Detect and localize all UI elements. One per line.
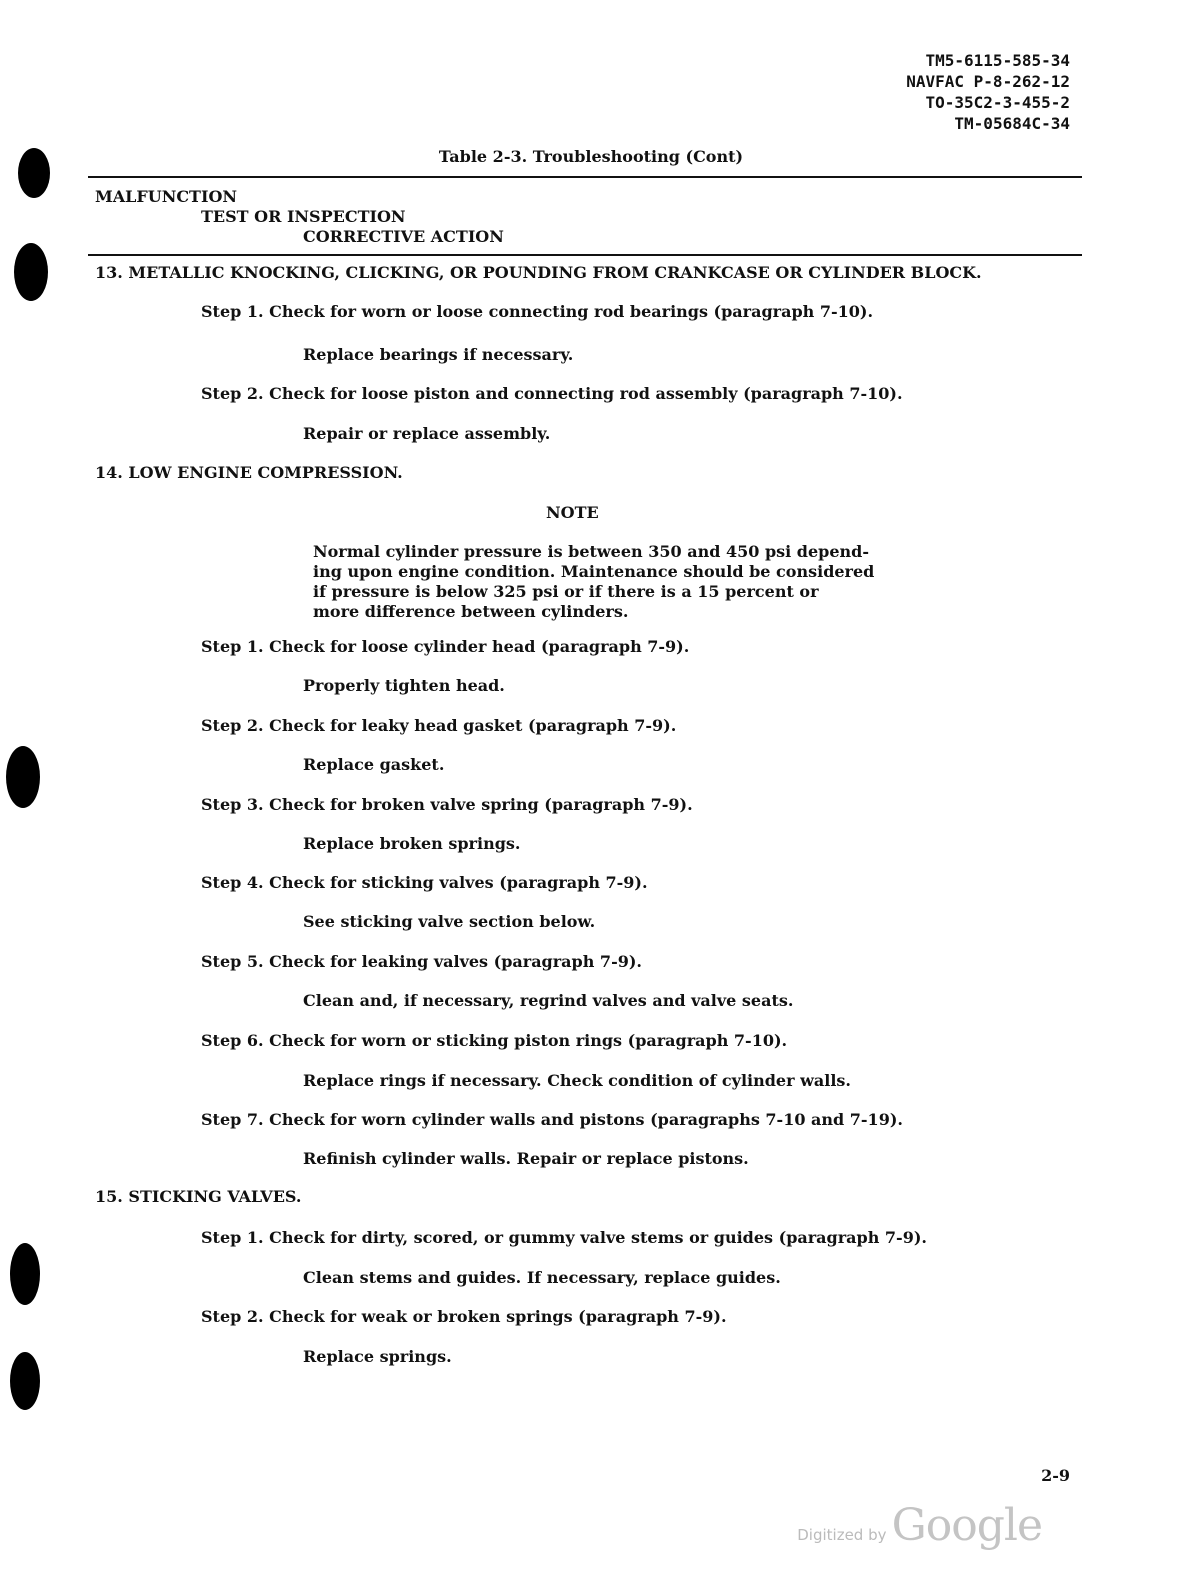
digitized-watermark [797,1500,1042,1551]
note-line: if pressure is below 325 psi or if there is a 15 percent or [313,582,819,601]
test-step: Step 2. Check for weak or broken springs (paragraph 7-9). [201,1307,727,1326]
watermark-prefix: Digitized by [797,1526,887,1544]
test-step: Step 2. Check for leaky head gasket (paragraph 7-9). [201,716,677,735]
doc-code: TO-35C2-3-455-2 [925,93,1070,112]
test-step: Step 5. Check for leaking valves (paragraph 7-9). [201,952,642,971]
test-step: Step 6. Check for worn or sticking piston rings (paragraph 7-10). [201,1031,788,1050]
table-title: Table 2-3. Troubleshooting (Cont) [438,147,744,166]
note-label: NOTE [546,503,599,522]
test-step: Step 4. Check for sticking valves (paragraph 7-9). [201,873,648,892]
note-body [313,542,874,622]
binder-hole [14,243,48,301]
test-step: Step 1. Check for dirty, scored, or gummy valve stems or guides (paragraph 7-9). [201,1228,927,1247]
corrective-action: Replace gasket. [303,755,445,774]
corrective-action: Replace broken springs. [303,834,521,853]
corrective-action: Replace springs. [303,1347,452,1366]
corrective-action: Clean stems and guides. If necessary, replace guides. [303,1268,781,1287]
malfunction-title: 15. STICKING VALVES. [95,1187,302,1206]
note-line: ing upon engine condition. Maintenance should be considered [313,562,875,581]
malfunction-title: 13. METALLIC KNOCKING, CLICKING, OR POUNDING FROM CRANKCASE OR CYLINDER BLOCK. [95,263,982,282]
doc-code: TM5-6115-585-34 [925,51,1070,70]
corrective-action: See sticking valve section below. [303,912,596,931]
column-heading-malfunction: MALFUNCTION [95,187,237,206]
corrective-action: Refinish cylinder walls. Repair or replace pistons. [303,1149,749,1168]
binder-hole [6,746,40,808]
document-codes [906,50,1070,134]
corrective-action: Properly tighten head. [303,676,505,695]
doc-code: TM-05684C-34 [954,114,1070,133]
malfunction-title: 14. LOW ENGINE COMPRESSION. [95,463,403,482]
table-heading-rule [88,254,1082,256]
test-step: Step 1. Check for worn or loose connecting rod bearings (paragraph 7-10). [201,302,874,321]
note-line: Normal cylinder pressure is between 350 and 450 psi depend- [313,542,869,561]
table-top-rule [88,176,1082,178]
corrective-action: Replace rings if necessary. Check condition of cylinder walls. [303,1071,851,1090]
column-heading-action: CORRECTIVE ACTION [303,227,504,246]
column-heading-test: TEST OR INSPECTION [201,207,406,226]
watermark-brand: Google [891,1500,1042,1551]
corrective-action: Repair or replace assembly. [303,424,551,443]
test-step: Step 2. Check for loose piston and connecting rod assembly (paragraph 7-10). [201,384,903,403]
test-step: Step 1. Check for loose cylinder head (paragraph 7-9). [201,637,690,656]
corrective-action: Replace bearings if necessary. [303,345,574,364]
doc-code: NAVFAC P-8-262-12 [906,72,1070,91]
page-number: 2-9 [1041,1466,1070,1485]
binder-hole [10,1352,40,1410]
test-step: Step 7. Check for worn cylinder walls and pistons (paragraphs 7-10 and 7-19). [201,1110,903,1129]
note-line: more difference between cylinders. [313,602,629,621]
test-step: Step 3. Check for broken valve spring (paragraph 7-9). [201,795,693,814]
corrective-action: Clean and, if necessary, regrind valves and valve seats. [303,991,794,1010]
binder-hole [10,1243,40,1305]
